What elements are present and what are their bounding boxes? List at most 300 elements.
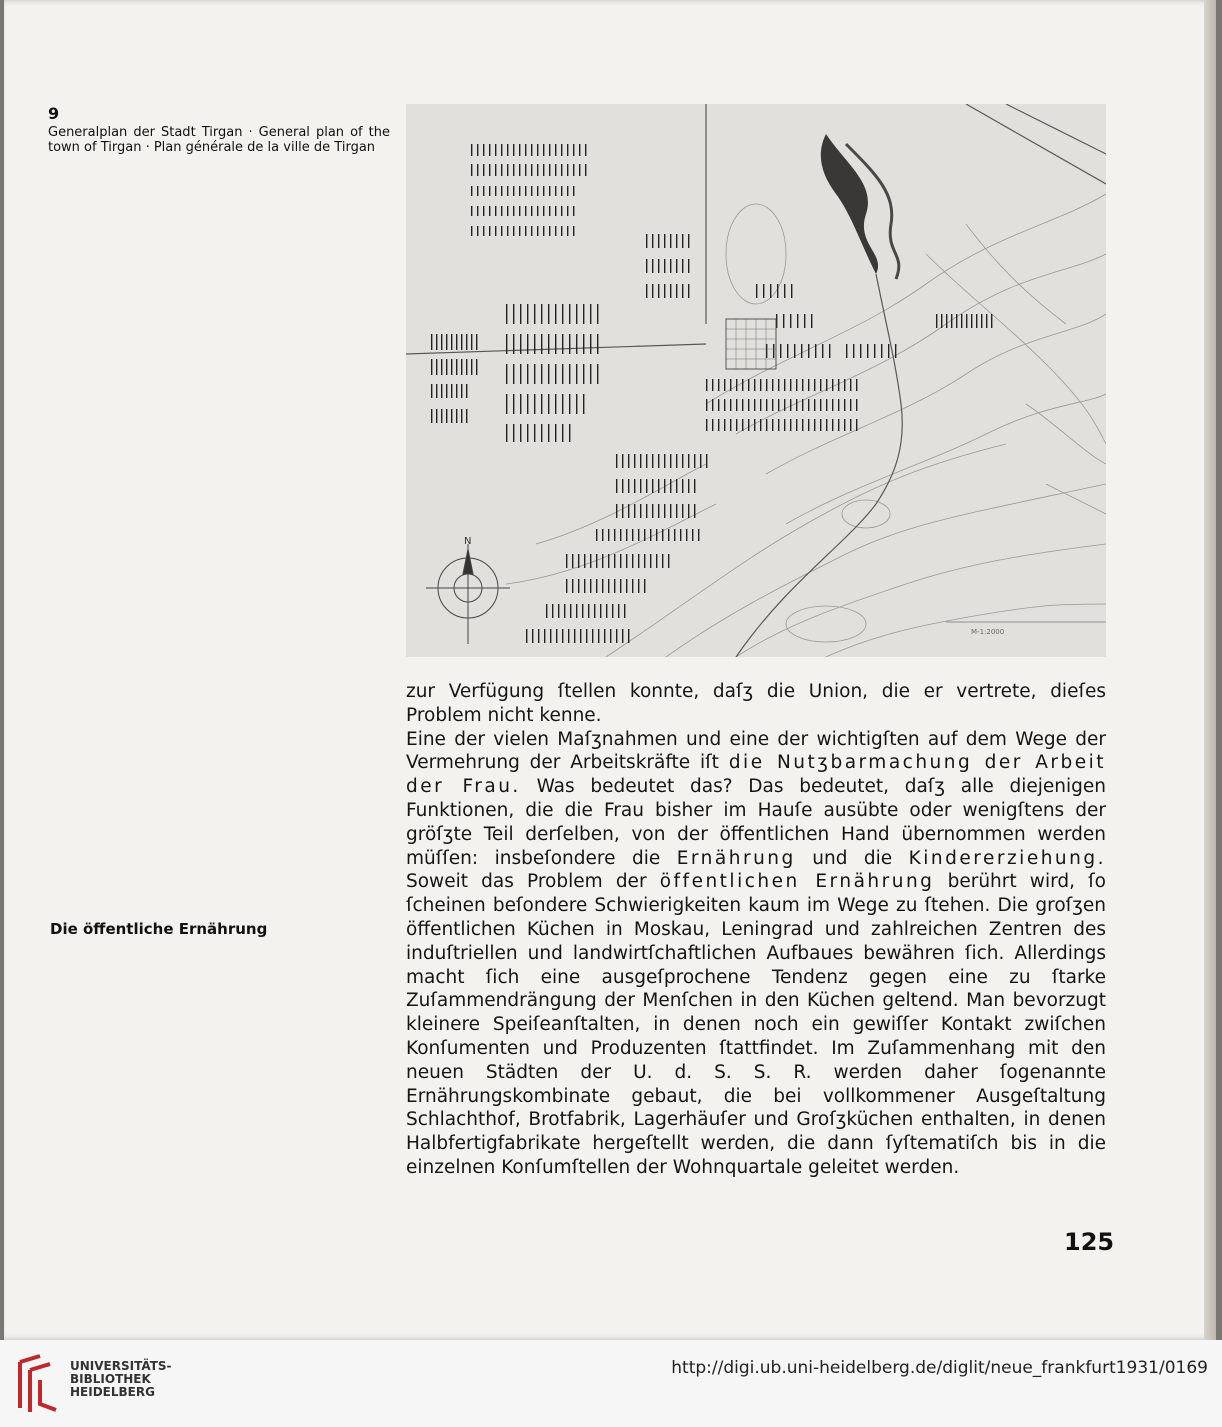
building-block xyxy=(501,206,502,216)
building-block xyxy=(770,284,771,298)
building-block xyxy=(461,359,462,375)
building-block xyxy=(549,226,550,236)
building-block xyxy=(724,399,725,411)
building-block xyxy=(466,359,467,375)
building-block xyxy=(537,164,538,176)
body-text xyxy=(406,680,1106,1180)
building-block xyxy=(772,399,773,411)
brand-line: UNIVERSITÄTS- xyxy=(70,1359,172,1373)
building-block xyxy=(668,554,669,568)
building-block xyxy=(506,304,507,324)
building-block xyxy=(527,394,528,414)
building-block xyxy=(664,234,665,248)
building-block xyxy=(446,384,447,398)
building-block xyxy=(584,554,585,568)
building-block xyxy=(567,144,568,156)
building-block xyxy=(754,419,755,431)
building-block xyxy=(748,419,749,431)
building-block xyxy=(525,186,526,196)
building-block xyxy=(446,409,447,423)
building-block xyxy=(676,454,677,468)
building-block xyxy=(531,186,532,196)
building-block xyxy=(526,629,527,643)
building-block xyxy=(579,144,580,156)
book-page xyxy=(4,0,1216,1340)
building-block xyxy=(814,379,815,391)
building-block xyxy=(700,454,701,468)
building-block xyxy=(951,314,952,328)
building-block xyxy=(787,344,788,358)
building-block xyxy=(846,344,847,358)
building-block xyxy=(461,384,462,398)
building-block xyxy=(451,384,452,398)
building-block xyxy=(532,629,533,643)
building-block xyxy=(584,579,585,593)
building-block xyxy=(632,554,633,568)
building-block xyxy=(562,334,563,354)
building-block xyxy=(507,186,508,196)
building-block xyxy=(981,314,982,328)
footer-bar xyxy=(0,1340,1222,1427)
building-block xyxy=(790,379,791,391)
building-block xyxy=(754,399,755,411)
building-block xyxy=(814,399,815,411)
building-block xyxy=(791,284,792,298)
building-block xyxy=(495,206,496,216)
building-block xyxy=(566,554,567,568)
building-block xyxy=(664,504,665,518)
building-block xyxy=(562,629,563,643)
building-block xyxy=(724,379,725,391)
building-block xyxy=(543,164,544,176)
building-block xyxy=(811,314,812,328)
building-block xyxy=(682,234,683,248)
building-block xyxy=(832,379,833,391)
building-block xyxy=(634,504,635,518)
building-block xyxy=(527,304,528,324)
building-block xyxy=(441,409,442,423)
building-block xyxy=(597,304,598,324)
building-block xyxy=(561,206,562,216)
building-block xyxy=(670,479,671,493)
building-block xyxy=(676,284,677,298)
building-block xyxy=(688,284,689,298)
building-block xyxy=(548,364,549,384)
building-block xyxy=(513,394,514,414)
building-block xyxy=(543,226,544,236)
building-block xyxy=(489,226,490,236)
building-block xyxy=(656,554,657,568)
building-block xyxy=(431,384,432,398)
building-block xyxy=(520,424,521,442)
building-block xyxy=(961,314,962,328)
building-block xyxy=(808,344,809,358)
building-block xyxy=(477,226,478,236)
building-block xyxy=(850,419,851,431)
building-block xyxy=(698,529,699,541)
building-block xyxy=(572,554,573,568)
building-block xyxy=(471,164,472,176)
building-block xyxy=(580,629,581,643)
building-block xyxy=(543,144,544,156)
building-block xyxy=(471,186,472,196)
building-block xyxy=(616,454,617,468)
building-block xyxy=(820,379,821,391)
building-block xyxy=(820,399,821,411)
building-block xyxy=(748,379,749,391)
building-block xyxy=(620,579,621,593)
building-block xyxy=(991,314,992,328)
building-block xyxy=(561,186,562,196)
building-block xyxy=(546,604,547,618)
building-block xyxy=(826,399,827,411)
building-block xyxy=(742,399,743,411)
building-block xyxy=(784,399,785,411)
building-block xyxy=(856,379,857,391)
building-block xyxy=(796,419,797,431)
building-block xyxy=(638,579,639,593)
building-block xyxy=(694,454,695,468)
building-block xyxy=(664,479,665,493)
building-block xyxy=(804,314,805,328)
building-block xyxy=(583,364,584,384)
building-block xyxy=(534,394,535,414)
building-block xyxy=(748,399,749,411)
building-block xyxy=(534,304,535,324)
building-block xyxy=(628,629,629,643)
building-block xyxy=(594,604,595,618)
building-block xyxy=(790,314,791,328)
building-block xyxy=(832,399,833,411)
building-block xyxy=(477,164,478,176)
building-block xyxy=(688,454,689,468)
building-block xyxy=(562,394,563,414)
building-block xyxy=(541,364,542,384)
building-block xyxy=(541,424,542,442)
building-block xyxy=(466,409,467,423)
building-block xyxy=(519,144,520,156)
building-block xyxy=(712,379,713,391)
building-block xyxy=(598,629,599,643)
library-logo-icon[interactable] xyxy=(14,1352,62,1414)
building-block xyxy=(549,144,550,156)
page-edge xyxy=(1204,0,1216,1340)
building-block xyxy=(780,344,781,358)
building-block xyxy=(706,419,707,431)
building-block xyxy=(520,334,521,354)
building-block xyxy=(596,529,597,541)
building-block xyxy=(476,334,477,350)
building-block xyxy=(531,144,532,156)
building-block xyxy=(652,454,653,468)
building-block xyxy=(612,604,613,618)
building-block xyxy=(477,144,478,156)
building-block xyxy=(956,314,957,328)
building-block xyxy=(688,259,689,273)
building-block xyxy=(658,479,659,493)
building-block xyxy=(495,164,496,176)
building-block xyxy=(556,629,557,643)
building-block xyxy=(531,206,532,216)
building-block xyxy=(513,206,514,216)
building-block xyxy=(567,206,568,216)
building-block xyxy=(596,579,597,593)
building-block xyxy=(441,359,442,375)
building-block xyxy=(555,304,556,324)
building-block xyxy=(838,379,839,391)
building-block xyxy=(555,206,556,216)
building-block xyxy=(616,629,617,643)
building-block xyxy=(614,554,615,568)
building-block xyxy=(664,259,665,273)
building-block xyxy=(573,226,574,236)
building-block xyxy=(513,144,514,156)
building-block xyxy=(569,364,570,384)
building-block xyxy=(646,284,647,298)
building-block xyxy=(489,186,490,196)
building-block xyxy=(616,504,617,518)
building-block xyxy=(543,186,544,196)
building-block xyxy=(549,186,550,196)
building-block xyxy=(555,226,556,236)
building-block xyxy=(578,554,579,568)
building-block xyxy=(742,419,743,431)
building-block xyxy=(676,479,677,493)
building-block xyxy=(471,144,472,156)
building-block xyxy=(808,399,809,411)
building-block xyxy=(520,304,521,324)
building-block xyxy=(513,164,514,176)
building-block xyxy=(495,144,496,156)
building-block xyxy=(763,284,764,298)
building-block xyxy=(544,629,545,643)
building-block xyxy=(585,164,586,176)
building-block xyxy=(634,454,635,468)
building-block xyxy=(662,554,663,568)
building-block xyxy=(652,259,653,273)
building-block xyxy=(561,144,562,156)
building-block xyxy=(650,529,651,541)
emphasis-run: die Nutʒbarmachung der Arbeit der Frau. xyxy=(406,752,1106,798)
building-block xyxy=(736,419,737,431)
building-block xyxy=(652,479,653,493)
building-block xyxy=(431,334,432,350)
building-block xyxy=(548,304,549,324)
building-block xyxy=(646,504,647,518)
building-block xyxy=(614,529,615,541)
building-block xyxy=(646,259,647,273)
building-block xyxy=(477,186,478,196)
building-block xyxy=(640,454,641,468)
building-block xyxy=(658,454,659,468)
building-block xyxy=(466,334,467,350)
building-block xyxy=(860,344,861,358)
building-block xyxy=(576,334,577,354)
building-block xyxy=(541,304,542,324)
building-block xyxy=(597,334,598,354)
building-block xyxy=(541,394,542,414)
building-block xyxy=(446,334,447,350)
building-block xyxy=(566,579,567,593)
building-block xyxy=(561,164,562,176)
building-block xyxy=(815,344,816,358)
building-block xyxy=(520,364,521,384)
building-block xyxy=(832,419,833,431)
building-block xyxy=(586,629,587,643)
building-block xyxy=(608,579,609,593)
building-block xyxy=(576,304,577,324)
building-block xyxy=(668,529,669,541)
building-block xyxy=(567,164,568,176)
building-block xyxy=(638,554,639,568)
building-block xyxy=(461,334,462,350)
building-block xyxy=(694,479,695,493)
building-block xyxy=(820,419,821,431)
building-block xyxy=(801,344,802,358)
building-block xyxy=(489,144,490,156)
building-block xyxy=(620,554,621,568)
building-block xyxy=(895,344,896,358)
building-block xyxy=(754,379,755,391)
building-block xyxy=(688,234,689,248)
building-block xyxy=(610,629,611,643)
text-run: und die xyxy=(795,847,909,869)
building-block xyxy=(936,314,937,328)
building-block xyxy=(694,504,695,518)
building-block xyxy=(718,399,719,411)
building-block xyxy=(794,344,795,358)
building-block xyxy=(441,384,442,398)
building-block xyxy=(850,399,851,411)
building-block xyxy=(682,454,683,468)
building-block xyxy=(986,314,987,328)
building-block xyxy=(766,379,767,391)
building-block xyxy=(856,419,857,431)
building-block xyxy=(640,479,641,493)
building-block xyxy=(620,529,621,541)
building-block xyxy=(583,394,584,414)
building-block xyxy=(730,419,731,431)
building-block xyxy=(626,529,627,541)
building-block xyxy=(451,359,452,375)
building-block xyxy=(656,529,657,541)
building-block xyxy=(456,384,457,398)
building-block xyxy=(471,226,472,236)
building-block xyxy=(602,529,603,541)
building-block xyxy=(471,206,472,216)
building-block xyxy=(736,399,737,411)
building-block xyxy=(569,334,570,354)
building-block xyxy=(489,164,490,176)
building-block xyxy=(431,409,432,423)
building-block xyxy=(471,334,472,350)
building-block xyxy=(461,409,462,423)
building-block xyxy=(537,144,538,156)
building-block xyxy=(784,284,785,298)
building-block xyxy=(706,454,707,468)
building-block xyxy=(797,314,798,328)
building-block xyxy=(537,226,538,236)
page-number: 125 xyxy=(1064,1228,1115,1256)
building-block xyxy=(682,259,683,273)
building-block xyxy=(561,226,562,236)
building-block xyxy=(628,454,629,468)
building-block xyxy=(783,314,784,328)
building-block xyxy=(506,334,507,354)
source-url-link[interactable]: http://digi.ub.uni-heidelberg.de/diglit/neue_frankfurt1931/0169 xyxy=(671,1358,1208,1378)
building-block xyxy=(881,344,882,358)
building-block xyxy=(706,399,707,411)
building-block xyxy=(772,379,773,391)
paragraph-2 xyxy=(406,728,1106,1180)
building-block xyxy=(569,394,570,414)
building-block xyxy=(483,226,484,236)
building-block xyxy=(760,379,761,391)
building-block xyxy=(602,554,603,568)
building-block xyxy=(874,344,875,358)
building-block xyxy=(558,604,559,618)
building-block xyxy=(628,504,629,518)
building-block xyxy=(646,234,647,248)
building-block xyxy=(578,579,579,593)
building-block xyxy=(632,579,633,593)
building-block xyxy=(501,164,502,176)
building-block xyxy=(537,186,538,196)
building-block xyxy=(736,379,737,391)
building-block xyxy=(519,164,520,176)
figure-caption: Generalplan der Stadt Tirgan · General plan of the town of Tirgan · Plan générale de la ville de Tirgan xyxy=(48,125,390,155)
building-block xyxy=(513,364,514,384)
building-block xyxy=(576,364,577,384)
building-block xyxy=(838,399,839,411)
building-block xyxy=(562,364,563,384)
building-block xyxy=(555,186,556,196)
building-block xyxy=(790,419,791,431)
emphasis-run: öffentlichen Ernährung xyxy=(659,871,935,893)
building-block xyxy=(583,334,584,354)
building-block xyxy=(606,604,607,618)
building-block xyxy=(796,379,797,391)
building-block xyxy=(756,284,757,298)
building-block xyxy=(644,529,645,541)
building-block xyxy=(622,629,623,643)
building-block xyxy=(600,604,601,618)
building-block xyxy=(495,186,496,196)
building-block xyxy=(573,186,574,196)
building-block xyxy=(640,504,641,518)
building-block xyxy=(456,359,457,375)
building-block xyxy=(525,226,526,236)
emphasis-run: Kindererziehung. xyxy=(908,847,1106,869)
building-block xyxy=(590,304,591,324)
building-block xyxy=(527,334,528,354)
building-block xyxy=(626,579,627,593)
building-block xyxy=(742,379,743,391)
building-block xyxy=(682,479,683,493)
building-block xyxy=(658,504,659,518)
building-block xyxy=(436,359,437,375)
building-block xyxy=(576,394,577,414)
building-block xyxy=(730,379,731,391)
building-block xyxy=(664,284,665,298)
building-block xyxy=(549,206,550,216)
building-block xyxy=(531,164,532,176)
building-block xyxy=(790,399,791,411)
building-block xyxy=(773,344,774,358)
building-block xyxy=(562,304,563,324)
building-block xyxy=(652,284,653,298)
building-block xyxy=(622,504,623,518)
